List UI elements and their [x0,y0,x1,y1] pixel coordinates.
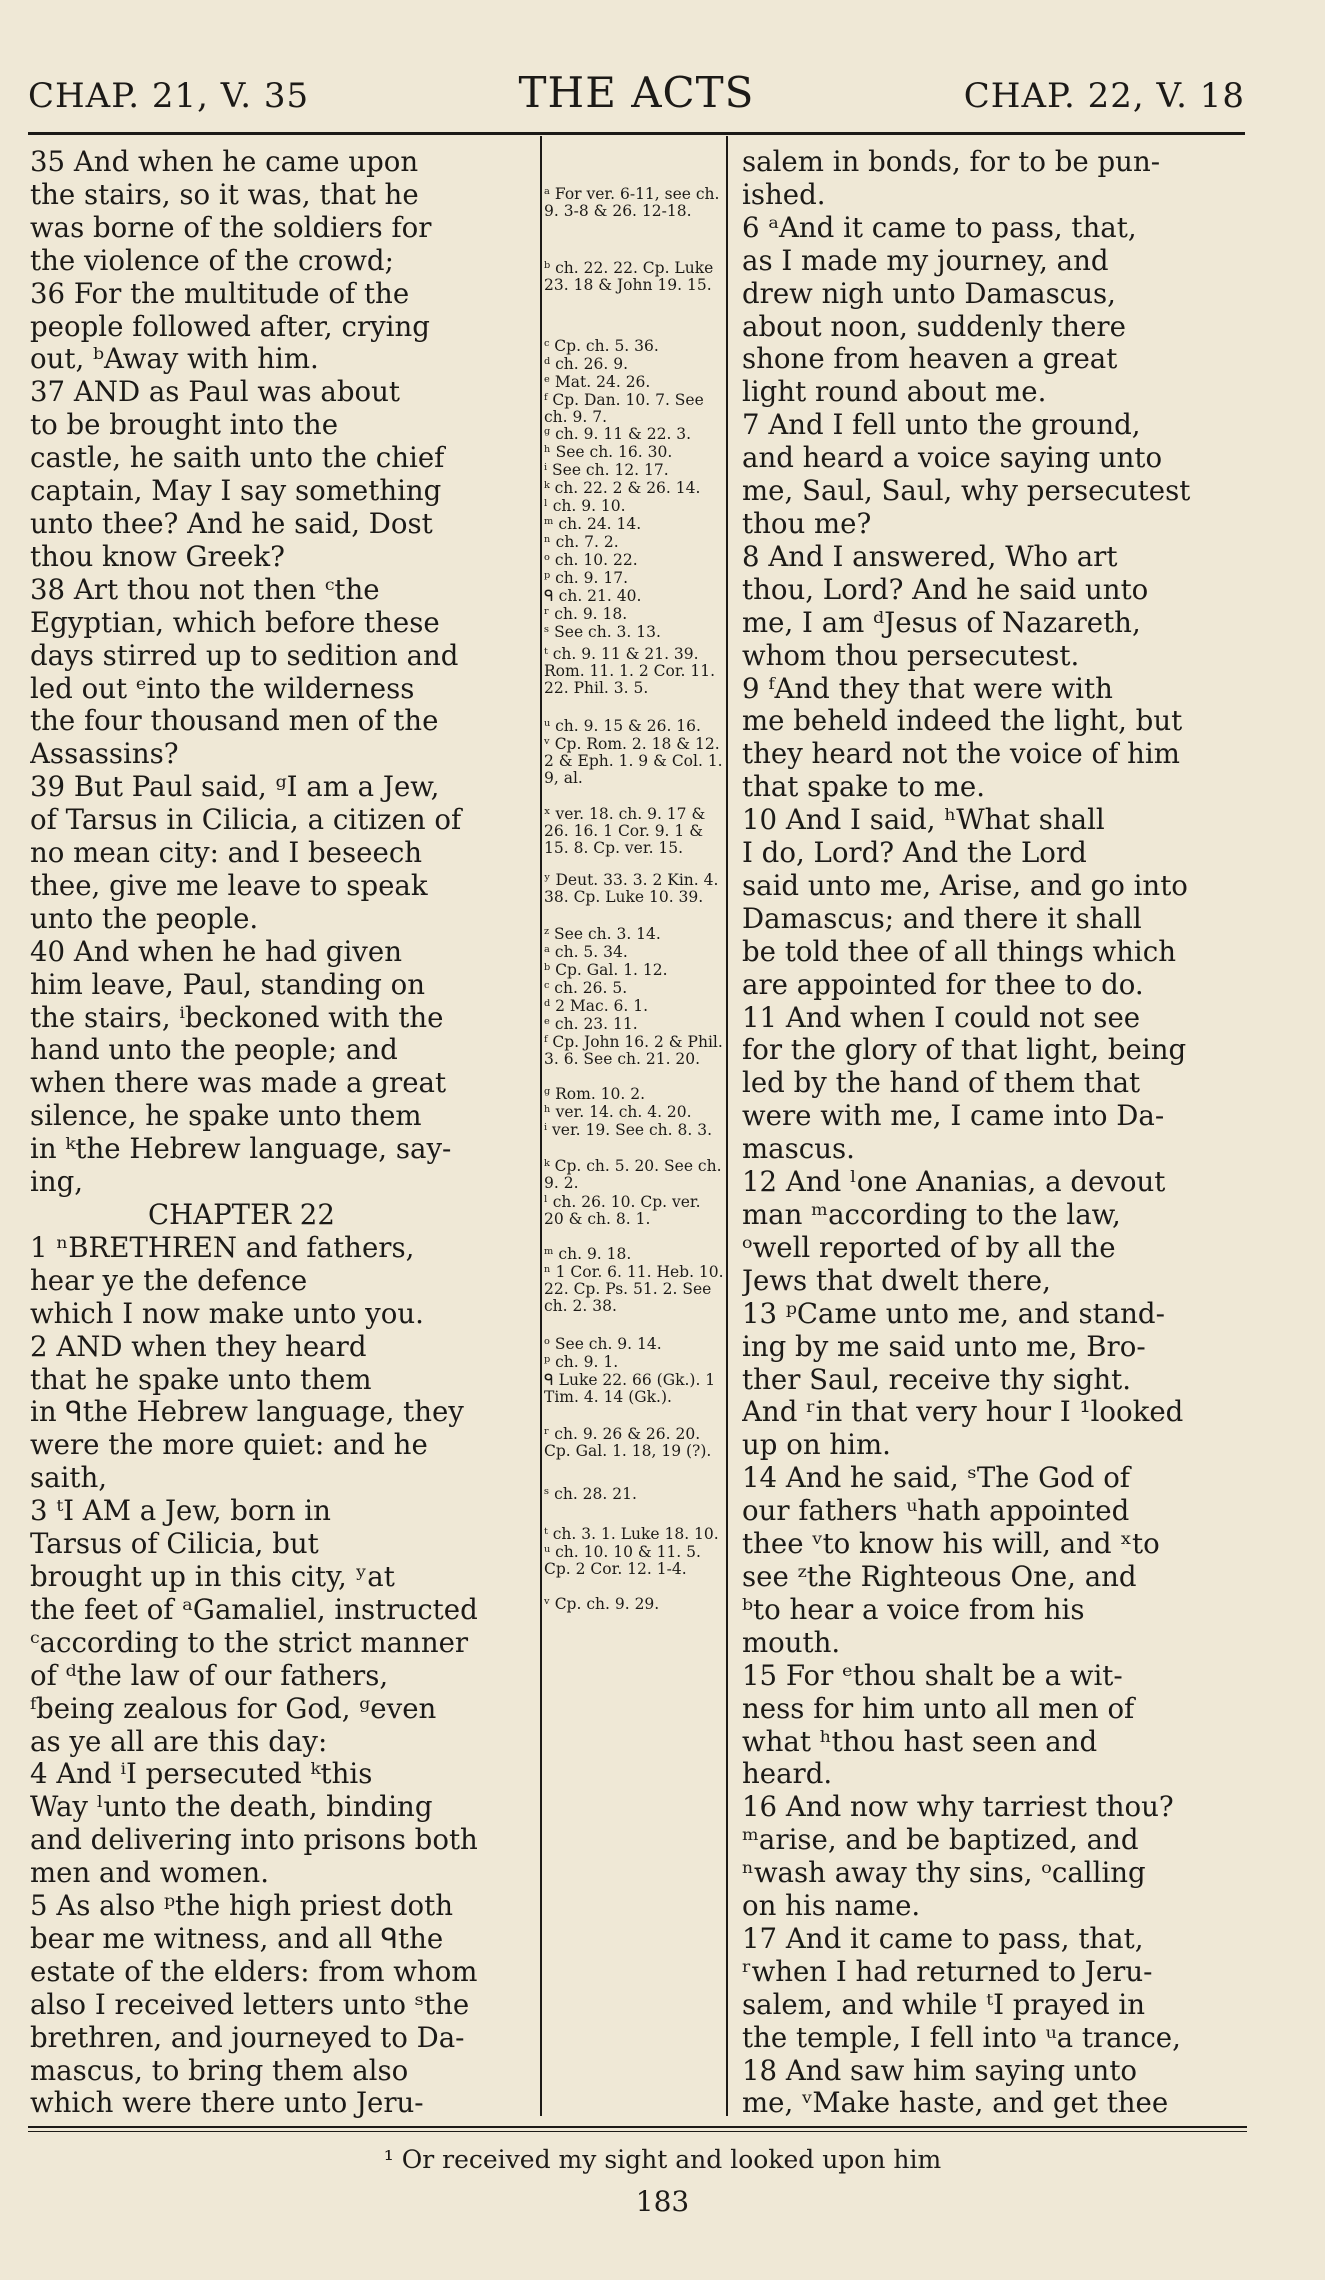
cross-reference: ᵇ Cp. Gal. 1. 12. [544,961,668,979]
cross-reference: ᵗ ch. 3. 1. Luke 18. 10. [544,1525,719,1543]
cross-reference: ᵇ ch. 22. 22. Cp. Luke 23. 18 & John 19. 15. [544,259,714,294]
page-number: 183 [635,2185,690,2218]
text-line: men and women. [30,1857,269,1890]
cross-reference: ᑫ ch. 21. 40. [544,587,642,605]
cross-reference: ᵉ Mat. 24. 26. [544,373,651,391]
text-line: unto thee? And he said, Dost [30,507,433,540]
cross-reference: ʰ ver. 14. ch. 4. 20. [544,1103,692,1121]
text-line: thee, give me leave to speak [30,869,428,902]
text-line: 1 ⁿBRETHREN and fathers, [30,1231,415,1264]
text-line: ing by me said unto me, Bro- [742,1330,1146,1363]
text-line: man ᵐaccording to the law, [742,1199,1121,1231]
text-line: were with me, I came into Da- [742,1100,1165,1133]
text-line: me, I am ᵈJesus of Nazareth, [742,606,1141,639]
cross-reference: ˡ ch. 26. 10. Cp. ver. 20 & ch. 8. 1. [544,1193,701,1228]
text-line: ᶜaccording to the strict manner [30,1626,469,1659]
text-line: ᵐarise, and be baptized, and [742,1824,1139,1857]
chapter-heading: CHAPTER 22 [148,1198,335,1231]
text-line: 36 For the multitude of the [30,277,410,310]
cross-reference: ᵖ ch. 9. 17. [544,569,629,587]
text-line: captain, May I say something [30,475,442,508]
text-line: 16 And now why tarriest thou? [742,1791,1174,1824]
text-line: Tarsus of Cilicia, but [30,1528,319,1561]
text-line: ᵒwell reported of by all the [742,1231,1116,1264]
cross-reference: ᵘ ch. 10. 10 & 11. 5. Cp. 2 Cor. 12. 1-4. [544,1543,701,1578]
text-line: ther Saul, receive thy sight. [742,1363,1131,1396]
text-line: of Tarsus in Cilicia, a citizen of [30,804,462,837]
cross-reference: ⁱ ver. 19. See ch. 8. 3. [544,1121,713,1139]
text-line: 11 And when I could not see [742,1001,1141,1034]
text-line: what ʰthou hast seen and [742,1725,1098,1758]
text-line: 40 And when he had given [30,935,402,968]
text-line: 18 And saw him saying unto [742,2054,1138,2087]
text-line: Egyptian, which before these [30,606,440,639]
text-line: salem, and while ᵗI prayed in [742,1988,1146,2021]
footnote-rule [28,2126,1247,2128]
text-line: thou me? [742,507,872,540]
text-line: 10 And I said, ʰWhat shall [742,804,1105,837]
header-right: CHAP. 22, V. 18 [963,76,1245,116]
cross-reference: ᵏ ch. 22. 2 & 26. 14. [544,479,701,497]
text-line: bear me witness, and all ᑫthe [30,1922,444,1955]
cross-reference: ʸ Deut. 33. 3. 2 Kin. 4. 38. Cp. Luke 10. 39. [544,871,719,906]
text-line: which I now make unto you. [30,1297,424,1330]
text-line: was borne of the soldiers for [30,211,432,244]
cross-reference: ʰ See ch. 16. 30. [544,443,673,461]
text-line: salem in bonds, for to be pun- [742,146,1161,178]
cross-reference: ⁱ See ch. 12. 17. [544,461,669,479]
cross-reference: ᵍ ch. 9. 11 & 22. 3. [544,425,692,443]
text-line: up on him. [742,1429,891,1462]
text-line: saith, [30,1462,108,1495]
text-line: said unto me, Arise, and go into [742,869,1188,902]
text-line: him leave, Paul, standing on [30,968,426,1001]
text-line: hear ye the defence [30,1264,308,1297]
text-line: be told thee of all things which [742,935,1176,968]
text-line: 4 And ⁱI persecuted ᵏthis [30,1758,373,1791]
text-line: of ᵈthe law of our fathers, [30,1659,389,1692]
column-divider-left [540,136,542,2116]
text-line: the stairs, so it was, that he [30,178,419,211]
text-line: hand unto the people; and [30,1034,398,1067]
text-line: light round about me. [742,376,1047,409]
text-line: as ye all are this day: [30,1725,328,1758]
text-line: Assassins? [30,738,179,771]
text-line: 35 And when he came upon [30,146,419,178]
text-line: when there was made a great [30,1067,447,1100]
cross-reference: ⁿ 1 Cor. 6. 11. Heb. 10. 22. Cp. Ps. 51. 2. See ch. 2. 38. [544,1263,724,1315]
cross-reference: ᵃ ch. 5. 34. [544,943,628,961]
cross-reference: ᵍ Rom. 10. 2. [544,1085,646,1103]
text-line: are appointed for thee to do. [742,968,1144,1001]
cross-reference: ᵗ ch. 9. 11 & 21. 39. Rom. 11. 1. 2 Cor. 11. 22. Phil. 3. 5. [544,645,716,697]
text-line: 5 As also ᵖthe high priest doth [30,1890,453,1923]
text-line: shone from heaven a great [742,343,1118,376]
running-header [28,62,1245,132]
text-line: me, Saul, Saul, why persecutest [742,475,1191,508]
text-line: that spake to me. [742,771,986,804]
text-line: brethren, and journeyed to Da- [30,2021,465,2054]
text-line: ʳwhen I had returned to Jeru- [742,1955,1153,1988]
header-rule [28,132,1245,135]
header-title: THE ACTS [518,68,755,117]
right-text-column [742,146,1250,2120]
cross-reference: ˢ See ch. 3. 13. [544,623,661,641]
text-line: estate of the elders: from whom [30,1955,478,1988]
text-line: ᵇto hear a voice from his [742,1593,1085,1626]
text-line: 15 For ᵉthou shalt be a wit- [742,1659,1123,1692]
text-line: 37 AND as Paul was about [30,376,400,409]
text-line: and delivering into prisons both [30,1824,478,1857]
footnote: ¹ Or received my sight and looked upon him [383,2145,942,2174]
text-line: thee ᵛto know his will, and ˣto [742,1528,1160,1561]
text-line: the temple, I fell into ᵘa trance, [742,2021,1181,2054]
text-line: mouth. [742,1626,841,1659]
text-line: drew nigh unto Damascus, [742,277,1116,310]
text-line: mascus, to bring them also [30,2054,409,2087]
text-line: And ʳin that very hour I ¹looked [742,1396,1184,1429]
cross-reference: ᶜ ch. 26. 5. [544,979,628,997]
text-line: ⁿwash away thy sins, ᵒcalling [742,1857,1146,1890]
cross-reference: ᶠ Cp. John 16. 2 & Phil. 3. 6. See ch. 21. 20. [544,1033,723,1068]
text-line: mascus. [742,1133,855,1166]
cross-reference: ˢ ch. 28. 21. [544,1485,637,1503]
text-line: as I made my journey, and [742,244,1109,277]
cross-reference: ᑫ Luke 22. 66 (Gk.). 1 Tim. 4. 14 (Gk.). [544,1371,716,1406]
text-line: also I received letters unto ˢthe [30,1988,470,2021]
text-line: led by the hand of them that [742,1067,1141,1100]
cross-reference: ˡ ch. 9. 10. [544,497,626,515]
cross-reference: ᵘ ch. 9. 15 & 26. 16. [544,717,701,735]
text-line: Way ˡunto the death, binding [30,1791,433,1824]
text-line: 9 ᶠAnd they that were with [742,672,1113,705]
text-line: out, ᵇAway with him. [30,343,319,376]
cross-reference: ᶻ See ch. 3. 14. [544,925,661,943]
text-line: see ᶻthe Righteous One, and [742,1560,1137,1593]
text-line: 2 AND when they heard [30,1330,367,1363]
text-line: thou know Greek? [30,540,285,573]
text-line: Damascus; and there it shall [742,902,1142,935]
text-line: me beheld indeed the light, but [742,705,1183,738]
cross-reference: ᵐ ch. 24. 14. [544,515,642,533]
text-line: about noon, suddenly there [742,310,1126,343]
text-line: 38 Art thou not then ᶜthe [30,573,380,606]
cross-reference: ᵉ ch. 23. 11. [544,1015,638,1033]
text-line: 14 And he said, ˢThe God of [742,1462,1131,1495]
text-line: whom thou persecutest. [742,639,1080,672]
text-line: which were there unto Jeru- [30,2087,424,2120]
cross-reference: ʳ ch. 9. 26 & 26. 20. Cp. Gal. 1. 18, 19 (?). [544,1425,712,1460]
text-line: for the glory of that light, being [742,1034,1187,1067]
text-line: the violence of the crowd; [30,244,394,277]
column-divider-right [726,136,728,2116]
cross-reference: ᵏ Cp. ch. 5. 20. See ch. 9. 2. [544,1157,722,1192]
text-line: to be brought into the [30,409,339,442]
cross-reference: ʳ ch. 9. 18. [544,605,628,623]
text-line: 3 ᵗI AM a Jew, born in [30,1495,331,1528]
text-line: heard. [742,1758,833,1791]
text-line: they heard not the voice of him [742,738,1180,771]
header-left: CHAP. 21, V. 35 [28,76,310,116]
text-line: ness for him unto all men of [742,1692,1135,1725]
cross-reference: ᵛ Cp. Rom. 2. 18 & 12. 2 & Eph. 1. 9 & Col. 1. 9, al. [544,735,723,787]
text-line: 39 But Paul said, ᵍI am a Jew, [30,771,440,804]
text-line: brought up in this city, ʸat [30,1560,395,1593]
cross-reference: ⁿ ch. 7. 2. [544,533,619,551]
cross-reference: ˣ ver. 18. ch. 9. 17 & 26. 16. 1 Cor. 9. 1 & 15. 8. Cp. ver. 15. [544,805,706,857]
text-line: I do, Lord? And the Lord [742,837,1087,870]
text-line: 12 And ˡone Ananias, a devout [742,1166,1166,1199]
cross-reference: ᵖ ch. 9. 1. [544,1353,619,1371]
cross-reference: ᶠ Cp. Dan. 10. 7. See ch. 9. 7. [544,391,704,426]
text-line: 13 ᵖCame unto me, and stand- [742,1297,1165,1330]
text-line: ing, [30,1166,84,1199]
text-line: in ᑫthe Hebrew language, they [30,1396,464,1429]
cross-reference: ᵃ For ver. 6-11, see ch. 9. 3-8 & 26. 12-18. [544,185,720,220]
text-line: the stairs, ⁱbeckoned with the [30,1001,444,1034]
cross-reference-column [544,146,724,2116]
text-line: no mean city: and I beseech [30,837,423,870]
cross-reference: ᵈ ch. 26. 9. [544,355,629,373]
text-line: thou, Lord? And he said unto [742,573,1149,606]
text-line: on his name. [742,1890,921,1923]
cross-reference: ᵐ ch. 9. 18. [544,1245,632,1263]
cross-reference: ᵈ 2 Mac. 6. 1. [544,997,649,1015]
text-line: 17 And it came to pass, that, [742,1922,1144,1955]
text-line: unto the people. [30,902,259,935]
text-line: in ᵏthe Hebrew language, say- [30,1133,452,1166]
text-line: ᶠbeing zealous for God, ᵍeven [30,1692,437,1725]
text-line: me, ᵛMake haste, and get thee [742,2087,1169,2120]
text-line: castle, he saith unto the chief [30,442,445,475]
text-line: that he spake unto them [30,1363,372,1396]
footnote-rule-thin [28,2131,1247,2132]
text-line: the four thousand men of the [30,705,439,738]
text-line: our fathers ᵘhath appointed [742,1495,1130,1528]
text-line: 8 And I answered, Who art [742,540,1118,573]
text-line: people followed after, crying [30,310,430,343]
text-line: ished. [742,178,826,211]
cross-reference: ᵛ Cp. ch. 9. 29. [544,1595,660,1613]
text-line: Jews that dwelt there, [742,1264,1051,1297]
text-line: days stirred up to sedition and [30,639,459,672]
cross-reference: ᵒ See ch. 9. 14. [544,1335,662,1353]
text-line: led out ᵉinto the wilderness [30,672,415,705]
text-line: and heard a voice saying unto [742,442,1163,475]
cross-reference: ᵒ ch. 10. 22. [544,551,638,569]
text-line: 7 And I fell unto the ground, [742,409,1141,442]
text-line: were the more quiet: and he [30,1429,428,1462]
left-text-column [30,146,528,2120]
text-line: silence, he spake unto them [30,1100,422,1133]
text-line: 6 ᵃAnd it came to pass, that, [742,211,1137,244]
text-line: the feet of ᵃGamaliel, instructed [30,1593,478,1626]
cross-reference: ᶜ Cp. ch. 5. 36. [544,337,659,355]
